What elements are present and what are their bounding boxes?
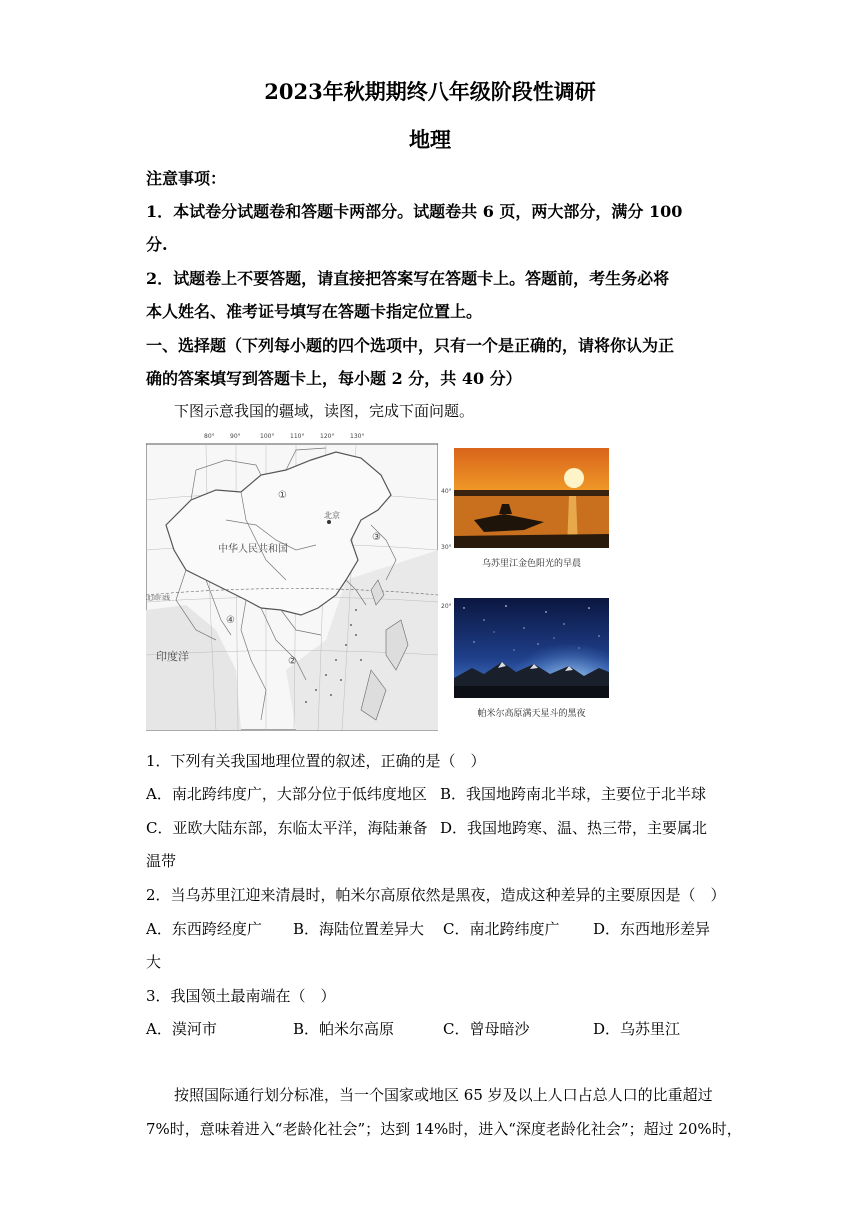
passage-line-2: 7%时，意味着进入“老龄化社会”；达到 14%时，进入“深度老龄化社会”；超过 20%时， — [146, 1120, 742, 1138]
question-2-option-d-cont: 大 — [146, 953, 162, 971]
question-1-option-d-cont: 温带 — [146, 852, 177, 870]
map-marker-1: ① — [278, 490, 287, 501]
lon-label: 130° — [350, 433, 365, 440]
question-1-option-a[interactable]: A．南北跨纬度广，大部分位于低纬度地区 — [146, 785, 427, 803]
question-1-option-b[interactable]: B．我国地跨南北半球，主要位于北半球 — [440, 785, 707, 803]
question-2-option-b[interactable]: B．海陆位置差异大 — [293, 920, 425, 938]
exam-title: 2023年秋期期终八年级阶段性调研 — [264, 79, 596, 104]
question-3-option-c[interactable]: C．曾母暗沙 — [443, 1020, 530, 1038]
map-label-beijing: 北京 — [324, 511, 340, 520]
question-2-stem: 2．当乌苏里江迎来清晨时，帕米尔高原依然是黑夜，造成这种差异的主要原因是（ ） — [146, 886, 726, 904]
lon-label: 110° — [290, 433, 305, 440]
question-3-option-b[interactable]: B．帕米尔高原 — [293, 1020, 395, 1038]
subject-title: 地理 — [409, 127, 451, 152]
section-heading: 一、选择题（下列每小题的四个选项中，只有一个是正确的，请将你认为正 — [146, 336, 675, 355]
question-3-stem: 3．我国领土最南端在（ ） — [146, 987, 336, 1005]
notice-item-2-cont: 本人姓名、准考证号填写在答题卡指定位置上。 — [146, 302, 483, 321]
lon-label: 80° — [204, 433, 215, 440]
photo-wusuli-river — [454, 448, 609, 569]
notice-item-1: 1．本试卷分试题卷和答题卡两部分。试题卷共 6 页，两大部分，满分 100 — [146, 202, 683, 221]
lat-label: 30° — [441, 544, 452, 551]
photo-caption-2: 帕米尔高原满天星斗的黑夜 — [477, 709, 586, 719]
map-marker-4: ④ — [226, 615, 235, 626]
question-3-option-a[interactable]: A．漠河市 — [146, 1020, 217, 1038]
question-1-stem: 1．下列有关我国地理位置的叙述，正确的是（ ） — [146, 752, 486, 770]
notice-item-1-cont: 分. — [146, 235, 168, 254]
lon-label: 90° — [230, 433, 241, 440]
question-2-option-d[interactable]: D．东西地形差异 — [593, 920, 711, 938]
map-label-china: 中华人民共和国 — [218, 544, 288, 555]
lon-label: 120° — [320, 433, 335, 440]
map-label-ocean: 印度洋 — [156, 650, 189, 663]
question-3-option-d[interactable]: D．乌苏里江 — [593, 1020, 681, 1038]
notice-heading: 注意事项： — [146, 169, 227, 188]
question-1-option-d[interactable]: D．我国地跨寒、温、热三带，主要属北 — [440, 819, 708, 837]
lon-label: 100° — [260, 433, 275, 440]
question-2-option-c[interactable]: C．南北跨纬度广 — [443, 920, 560, 938]
question-intro: 下图示意我国的疆域，读图，完成下面问题。 — [174, 402, 475, 420]
question-2-option-a[interactable]: A．东西跨经度广 — [146, 920, 262, 938]
photo-pamir-plateau — [454, 598, 609, 719]
section-heading-cont: 确的答案填写到答题卡上，每小题 2 分，共 40 分） — [146, 369, 522, 388]
question-1-option-c[interactable]: C．亚欧大陆东部，东临太平洋，海陆兼备 — [146, 819, 428, 837]
photo-caption-1: 乌苏里江金色阳光的早晨 — [481, 559, 581, 569]
map-marker-3: ③ — [372, 532, 381, 543]
china-territory-map — [146, 430, 438, 732]
lat-label: 40° — [441, 488, 452, 495]
passage-line-1: 按照国际通行划分标准，当一个国家或地区 65 岁及以上人口占总人口的比重超过 — [174, 1086, 713, 1104]
map-label-tropic: 北回归线 — [146, 595, 171, 602]
notice-item-2: 2．试题卷上不要答题，请直接把答案写在答题卡上。答题前，考生务必将 — [146, 269, 670, 288]
map-marker-2: ② — [288, 656, 297, 667]
lat-label: 20° — [441, 603, 452, 610]
